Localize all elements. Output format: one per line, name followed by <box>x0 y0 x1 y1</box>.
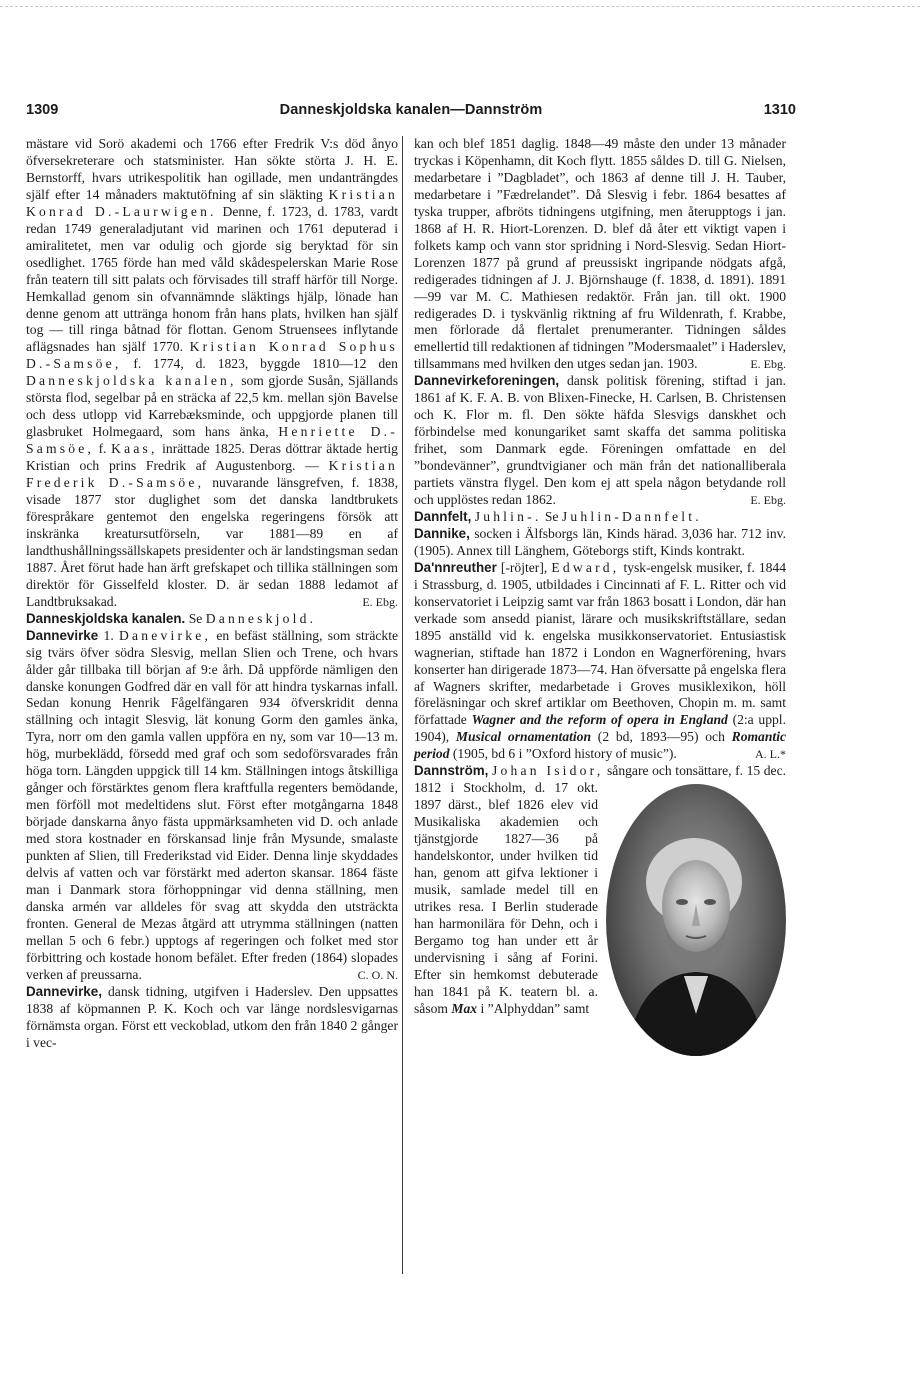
spaced-name: Juhlin-. <box>474 508 542 524</box>
entry-dannevirke-continued: kan och blef 1851 daglig. 1848—49 måste den under 13 månader tryckas i Köpenhamn, dit Koch flytt. 1855 såldes D. till G. Nielsen, medarbetare i ”Dagbladet”, och 1863 af denne till J. H. Tauber, medarbetare i ”Fædrelandet”. Då Slesvig i febr. 1864 besattes af tyska trupper, afbröts tidningens utgifning, men återupptogs i jan. 1868 af H. R. Hiort-Lorenzen. D. blef då åter ett viktigt vapen i folkets kamp och vann stor spridning i Nord-Slesvig. Sedan Hiort-Lorenzen 1877 på grund af preussiskt ingripande nödgats afgå, redigerades tidningen af J. J. Björnshauge (f. 1838, d. 1891). 1891—99 var M. C. Mathiesen redaktör. Från jan. till okt. 1900 redigerades D. i tyskvänlig riktning af fru Wildenrath, f. Krabbe, men förlorade då flertalet prenumeranter. Tidningen såldes emellertid till redaktionen af tidningen ”Modersmaalet” i Haderslev, tillsammans med hvilken den utges sedan jan. 1903. E. Ebg. <box>414 136 786 372</box>
work-title: Wagner and the reform of opera in England <box>471 712 728 728</box>
page-number-right: 1310 <box>763 102 796 118</box>
portrait-figure <box>606 784 786 1056</box>
cross-reference: Juhlin-Dannfelt. <box>561 508 702 524</box>
left-column <box>26 136 398 1051</box>
cross-reference: Danneskjold. <box>205 610 317 626</box>
author-signature: E. Ebg. <box>362 594 398 609</box>
entry-danneskjold-continued: mästare vid Sorö akademi och 1766 efter Fredrik V:s död ånyo öfversekreterare och statsminister. Han sökte störta J. H. E. Bernstorff, hvars utrikespolitik han ogillade, men undanträngdes själf efter 14 månaders maktutöfning af sin släkting Kristian Konrad D.-Laurwigen. Denne, f. 1723, d. 1783, vardt redan 1749 generaladjutant vid marinen och 1761 deputerad i amiralitetet, men var odulig och gjorde sig beryktad för sin osedlighet. 1765 förde han med våld skådespelerskan Marie Rose från teatern till sitt palats och förvisades till straff härför till Norge. Hemkallad genom sin ofvannämnde släktings hjälp, lönade han denne genom att utträngа honom från hans plats, hvilken han själf tog — till ringa båtnad för flottan. Genom Struensees inflytande aflägsnades han själf 1770. Kristian Konrad Sophus D.-Samsöe, f. 1774, d. 1823, byggde 1810—12 den Danneskjoldska kanalen, som gjorde Susån, Själlands största flod, segelbar på en sträcka af 22,5 km. mellan sjön Bavelse och dess utlopp vid Karrebæksminde, och uppgjorde planen till glasbruket Holmegaard, som hans änka, Henriette D.-Samsöe, f. Kaas, inrättade 1825. Deras döttrar äktade hertig Kristian och prins Fredrik af Augustenborg. — Kristian Frederik D.-Samsöe, nuvarande länsgrefven, f. 1838, visade 1877 stor duglighet som det danska landtbrukets förespråkare gentemot den engelska regeringens försök att inskränka kreatursutförseln, var 1881—89 en af landthushållningssällskapets presidenter och är landstingsman sedan 1887. Året förut hade han ärft grefskapet och tillika ställningen som direktör för Gisselfeld kloster. D. är sedan 1888 ledamot af Landtbruksakad. E. Ebg. <box>26 136 399 609</box>
spaced-name: Kristian Konrad D.-Laurwigen. <box>26 186 399 219</box>
author-signature: E. Ebg. <box>750 493 786 508</box>
entry-headword: Dannevirke, <box>26 983 102 999</box>
spaced-name: Danneskjoldska kanalen, <box>26 373 237 389</box>
spaced-name: Edward, <box>551 559 620 575</box>
entry-dannfelt: Dannfelt, Juhlin-. Se Juhlin-Dannfelt. <box>414 508 702 524</box>
spaced-name: Henriette D.-Samsöe, <box>26 424 398 457</box>
entry-dannevirkeforeningen: Dannevirkeforeningen, dansk politisk förening, stiftad i jan. 1861 af K. F. A. B. von Blixen-Finecke, H. Carlsen, B. Christensen och K. Flor m. fl. Den sökte häfda Slesvigs danskhet och förbindelse med konungariket samt skaffa det samma politiska frihet, som Danmark egde. Föreningen omfattade en del ”bondevänner”, grundtvigianer och män från det nationalliberala partiets vänstra flygel. Den kom ej att spela någon betydande roll och upplöstes redan 1862. E. Ebg. <box>414 373 786 508</box>
page-header <box>26 102 796 124</box>
author-signature: E. Ebg. <box>750 357 786 372</box>
work-title: Musical ornamentation <box>455 729 592 745</box>
entry-dannevirke-1: Dannevirke 1. Danevirke, en befäst ställning, som sträckte sig tvärs öfver södra Slesvig, mellan Slien och Trene, och hvars ålder går tillbaka till början af 9:e årh. Då uppförde nämligen den danske konungen Godfred där en vall för att hindra tyskarnas infall. Sedan konung Henrik Fågelfängaren 934 öfverskridit denna ställning och intagit Slesvig, lät konung Gorm den gamles änka, Tyra, norr om den gamla vallen uppföra en ny, som var 10—13 m. hög, murbeklädd, försedd med graf och som sedoförsvarades från höga torn. Längden uppgick till 14 km. Ställningen intogs åtskilliga gånger och förstärktes genom flera kraftfulla regenters bemödande, men förföll mot medeltidens slut. Först efter motgångarna 1848 började danskarna ånyo fästa uppmärksamheten vid D. och anlade med stora kostnader en förskansad linje från Mysunde, smalaste punkten af Slien, till Frederikstad vid Eider. Denna linje skyddades delvis af vatten och var förstärkt med aderton skansar. 1864 fäste man i Danmark stora förhoppningar vid denna ställning, men danska armén var alldeles för svag att skydda den utsträckta fronten. General de Mezas åtgärd att utrymma ställningen (natten mellan 5 och 6 febr.) upptogs af regeringen och folket med stor förbittring och kostade honom befälet. Efter freden (1864) slopades verken af preussarna. C. O. N. <box>26 627 399 982</box>
entry-headword: Dannevirkeforeningen, <box>414 373 560 389</box>
entry-headword: Dannfelt, <box>414 508 472 524</box>
entry-headword: Dannevirke <box>26 627 99 643</box>
entry-dannevirke-2: Dannevirke, dansk tidning, utgifven i Haderslev. Den uppsattes 1838 af köpmannen P. K. Koch och var länge nordslesvigarnas förnämsta organ. Först ett veckoblad, utkom den från 1840 2 gånger i vec- <box>26 983 398 1050</box>
author-signature: A. L.* <box>755 747 786 762</box>
spaced-name: Kristian Frederik D.-Samsöe, <box>26 458 398 491</box>
spaced-name: Danevirke, <box>119 627 212 643</box>
entry-danneskjoldska-kanalen: Danneskjoldska kanalen. Se Danneskjold. <box>26 610 317 626</box>
entry-dannreuther: Da'nnreuther [-röjter], Edward, tysk-engelsk musiker, f. 1844 i Strassburg, d. 1905, utbildades i Cincinnati af F. L. Ritter och vid konservatoriet i Leipzig samt var från 1863 bosatt i London, där han verkade som ansedd pianist, lärare och musikskriftställare, sedan 1895 anställd vid k. engelska musikkonservatoriet. Entusiastisk wagnerian, stiftade han 1872 i London en Wagnerförening, hvars konserter han dirigerade 1873—74. Han öfversatte på engelska flera af Wagners skrifter, medarbetade i Groves musiklexikon, höll föreläsningar och skref artiklar om Beethoven, Chopin m. m. samt författade Wagner and the reform of opera in England (2:a uppl. 1904), Musical ornamentation (2 bd, 1893—95) och Romantic period (1905, bd 6 i ”Oxford history of music”). A. L.* <box>414 559 787 762</box>
work-title: Romantic period <box>414 729 787 762</box>
role-name: Max <box>451 1000 478 1016</box>
entry-headword: Danneskjoldska kanalen. <box>26 610 186 626</box>
entry-headword: Dannström, <box>414 763 489 779</box>
entry-dannike: Dannike, socken i Älfsborgs län, Kinds härad. 3,036 har. 712 inv. (1905). Annex till Länghem, Göteborgs stift, Kinds kontrakt. <box>414 525 786 558</box>
entry-dannstrom: Dannström, Johan Isidor, sångare och tonsättare, f. 15 dec. 1812 i Stockholm, d. 17 okt. 1897 därst., blef 1826 elev vid Musikaliska akademien och tjänstgjorde 1827—36 på handelskontor, under hvilken tid han, genom att gifva lektioner i musik, samlade medel till en utrikes resa. I Berlin studerade han harmonilära för Dehn, och i Bergamo tog han under ett år undervisning i sång af Forini. Efter sin hemkomst debuterade han 1841 på K. teatern bl. a. såsom Max i ”Alphyddan” samt <box>414 763 786 1017</box>
right-column <box>414 136 786 1060</box>
scan-edge-rule <box>0 6 920 7</box>
column-divider <box>402 136 403 1274</box>
page-number-left: 1309 <box>26 102 59 118</box>
entry-headword: Dannike, <box>414 525 470 541</box>
entry-headword: Da'nnreuther <box>414 559 497 575</box>
author-signature: C. O. N. <box>357 967 398 982</box>
portrait-photograph <box>606 784 786 1056</box>
spaced-name: Kaas, <box>111 441 158 457</box>
running-title: Danneskjoldska kanalen—Dannström <box>279 102 543 118</box>
spaced-name: Kristian Konrad Sophus D.-Samsöe, <box>26 339 398 372</box>
spaced-name: Johan Isidor, <box>491 763 604 779</box>
